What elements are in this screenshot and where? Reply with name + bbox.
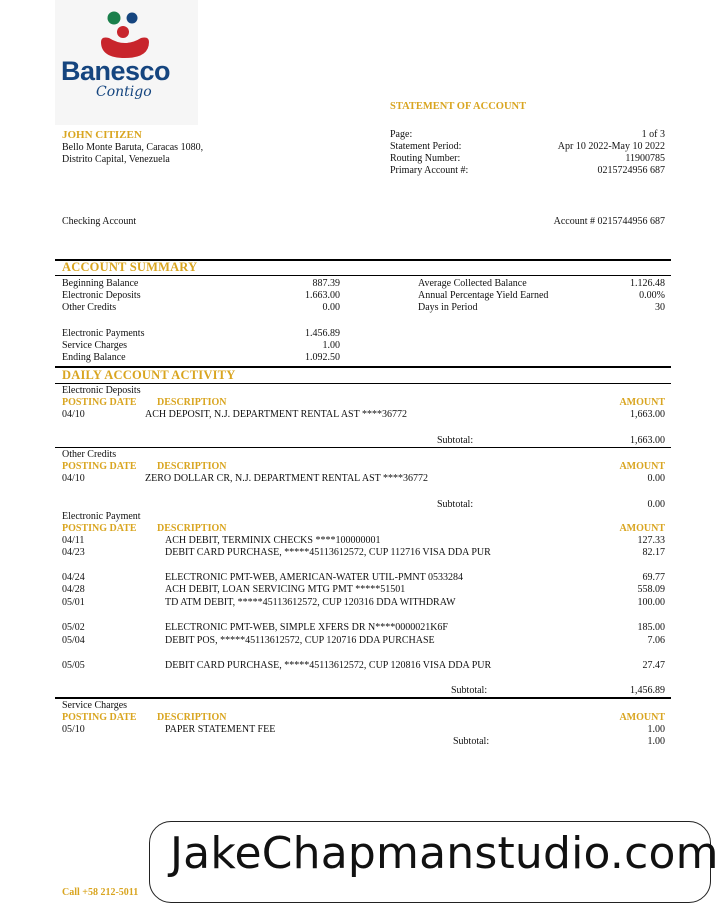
summary-label: Average Collected Balance	[418, 278, 527, 289]
banesco-logo-icon	[95, 8, 155, 60]
meta-period-value: Apr 10 2022-May 10 2022	[557, 141, 665, 152]
section-heading: Electronic Payment	[62, 511, 141, 522]
txn-date: 05/04	[62, 635, 85, 646]
summary-label: Electronic Deposits	[62, 290, 141, 301]
txn-amount: 100.00	[637, 597, 665, 608]
meta-period-label: Statement Period:	[390, 141, 462, 152]
subtotal-label: Subtotal:	[453, 736, 490, 747]
summary-value: 0.00	[322, 302, 340, 313]
subtotal-label: Subtotal:	[437, 499, 474, 510]
statement-title: STATEMENT OF ACCOUNT	[390, 101, 527, 112]
txn-date: 04/10	[62, 473, 85, 484]
txn-amount: 1,663.00	[630, 409, 665, 420]
txn-amount: 7.06	[647, 635, 665, 646]
col-description: DESCRIPTION	[157, 397, 227, 408]
brand-tagline: Contigo	[96, 84, 152, 100]
txn-amount: 27.47	[642, 660, 665, 671]
txn-date: 04/23	[62, 547, 85, 558]
summary-label: Other Credits	[62, 302, 117, 313]
meta-account-label: Primary Account #:	[390, 165, 469, 176]
txn-description: ELECTRONIC PMT-WEB, AMERICAN-WATER UTIL-PMNT 0533284	[165, 572, 464, 583]
subtotal-value: 1,456.89	[630, 685, 665, 696]
txn-description: DEBIT CARD PURCHASE, *****45113612572, CUP 120816 VISA DDA PUR	[165, 660, 492, 671]
activity-header-rule	[55, 383, 671, 384]
col-posting-date: POSTING DATE	[62, 461, 137, 472]
section-rule	[55, 447, 671, 448]
subtotal-label: Subtotal:	[451, 685, 488, 696]
subtotal-label: Subtotal:	[437, 435, 474, 446]
txn-amount: 558.09	[637, 584, 665, 595]
txn-amount: 69.77	[642, 572, 665, 583]
txn-date: 04/10	[62, 409, 85, 420]
meta-page-value: 1 of 3	[641, 129, 665, 140]
meta-routing-label: Routing Number:	[390, 153, 461, 164]
col-amount: AMOUNT	[619, 523, 665, 534]
subtotal-value: 0.00	[647, 499, 665, 510]
txn-description: ACH DEPOSIT, N.J. DEPARTMENT RENTAL AST ****36772	[145, 409, 408, 420]
section-heading: Service Charges	[62, 700, 128, 711]
section-rule	[55, 697, 671, 699]
summary-label: Service Charges	[62, 340, 128, 351]
customer-address-line1: Bello Monte Baruta, Caracas 1080,	[62, 142, 204, 153]
txn-amount: 82.17	[642, 547, 665, 558]
summary-value: 1.663.00	[305, 290, 340, 301]
txn-date: 04/24	[62, 572, 85, 583]
col-posting-date: POSTING DATE	[62, 397, 137, 408]
txn-description: ZERO DOLLAR CR, N.J. DEPARTMENT RENTAL AST ****36772	[145, 473, 429, 484]
txn-date: 04/28	[62, 584, 85, 595]
txn-date: 05/10	[62, 724, 85, 735]
activity-title: DAILY ACCOUNT ACTIVITY	[62, 368, 236, 382]
txn-amount: 0.00	[647, 473, 665, 484]
txn-description: TD ATM DEBIT, *****45113612572, CUP 120316 DDA WITHDRAW	[165, 597, 456, 608]
section-heading: Other Credits	[62, 449, 117, 460]
txn-description: DEBIT CARD PURCHASE, *****45113612572, CUP 112716 VISA DDA PUR	[165, 547, 491, 558]
col-amount: AMOUNT	[619, 397, 665, 408]
customer-address-line2: Distrito Capital, Venezuela	[62, 154, 170, 165]
summary-label: Days in Period	[418, 302, 478, 313]
summary-value: 30	[655, 302, 665, 313]
summary-value: 1.092.50	[305, 352, 340, 363]
summary-label: Annual Percentage Yield Earned	[418, 290, 549, 301]
footer-contact: Call +58 212-5011	[62, 887, 139, 898]
account-number: Account # 0215744956 687	[553, 216, 665, 227]
summary-header-rule	[55, 275, 671, 276]
col-posting-date: POSTING DATE	[62, 523, 137, 534]
txn-amount: 127.33	[637, 535, 665, 546]
brand-name: Banesco	[61, 56, 171, 86]
txn-description: ACH DEBIT, LOAN SERVICING MTG PMT *****51501	[165, 584, 406, 595]
summary-value: 1.00	[322, 340, 340, 351]
txn-description: PAPER STATEMENT FEE	[165, 724, 276, 735]
col-posting-date: POSTING DATE	[62, 712, 137, 723]
subtotal-value: 1,663.00	[630, 435, 665, 446]
txn-date: 05/01	[62, 597, 85, 608]
txn-date: 05/05	[62, 660, 85, 671]
meta-account-value: 0215724956 687	[597, 165, 665, 176]
watermark-text: JakeChapmanstudio.com	[170, 828, 719, 879]
subtotal-value: 1.00	[647, 736, 665, 747]
summary-value: 887.39	[312, 278, 340, 289]
col-amount: AMOUNT	[619, 461, 665, 472]
summary-title: ACCOUNT SUMMARY	[62, 260, 198, 274]
col-amount: AMOUNT	[619, 712, 665, 723]
txn-description: ACH DEBIT, TERMINIX CHECKS ****100000001	[165, 535, 381, 546]
customer-name: JOHN CITIZEN	[62, 129, 142, 141]
txn-amount: 185.00	[637, 622, 665, 633]
col-description: DESCRIPTION	[157, 461, 227, 472]
col-description: DESCRIPTION	[157, 712, 227, 723]
summary-label: Ending Balance	[62, 352, 126, 363]
txn-description: ELECTRONIC PMT-WEB, SIMPLE XFERS DR N****0000021K6F	[165, 622, 448, 633]
summary-label: Beginning Balance	[62, 278, 139, 289]
section-heading: Electronic Deposits	[62, 385, 141, 396]
meta-page-label: Page:	[390, 129, 413, 140]
txn-date: 04/11	[62, 535, 85, 546]
summary-label: Electronic Payments	[62, 328, 145, 339]
summary-value: 1.456.89	[305, 328, 340, 339]
txn-description: DEBIT POS, *****45113612572, CUP 120716 DDA PURCHASE	[165, 635, 435, 646]
summary-value: 0.00%	[639, 290, 665, 301]
watermark-box	[149, 821, 719, 903]
col-description: DESCRIPTION	[157, 523, 227, 534]
meta-routing-value: 11900785	[625, 153, 665, 164]
summary-value: 1.126.48	[630, 278, 665, 289]
account-type: Checking Account	[62, 216, 137, 227]
txn-amount: 1.00	[647, 724, 665, 735]
txn-date: 05/02	[62, 622, 85, 633]
